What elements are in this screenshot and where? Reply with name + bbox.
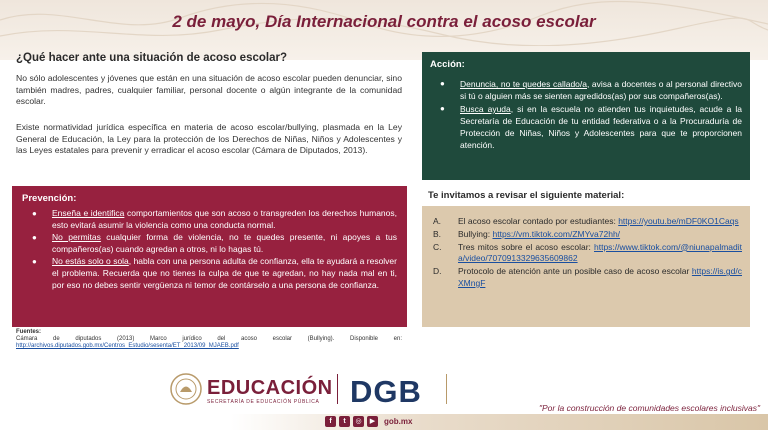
material-list <box>422 206 750 290</box>
item-letter: B. <box>433 228 442 239</box>
instagram-icon[interactable]: ◎ <box>353 416 364 427</box>
bullet-icon: ● <box>32 209 37 218</box>
material-box <box>422 186 750 327</box>
list-item <box>430 216 742 228</box>
prevention-box <box>12 186 407 327</box>
sep-seal-icon <box>170 373 202 405</box>
bullet-icon: ● <box>32 233 37 243</box>
prevention-title: Prevención: <box>22 193 77 204</box>
slogan-text: "Por la construcción de comunidades escolares inclusivas" <box>538 403 760 413</box>
list-item <box>22 232 397 255</box>
logo-divider-right <box>446 374 447 404</box>
material-title: Te invitamos a revisar el siguiente material: <box>422 186 750 206</box>
list-item <box>430 242 742 266</box>
dgb-logo <box>348 374 440 406</box>
material-item-text: Tres mitos sobre el acoso escolar: <box>458 241 594 252</box>
material-item-link[interactable]: https://www.tiktok.com/@niunapalmadita/video/7070913329635609862 <box>458 241 742 264</box>
prevention-item-text: , habla con una persona adulta de confianza, ella te ayudará a resolver el problema. Recuerda que no tienes la culpa de que te agredan, no hay nada mal en ti, por eso no debes sentir vergüenza ni temor de contárselo a una persona de confianza. <box>52 256 397 290</box>
material-item-text: El acoso escolar contado por estudiantes: <box>458 216 619 226</box>
bullet-icon: ● <box>32 257 37 267</box>
prevention-item-lead[interactable]: No permitas <box>52 232 101 243</box>
facebook-icon[interactable]: f <box>325 416 336 427</box>
action-item-text: , si en la escuela no atienden tus inquietudes, acude a la Secretaría de Educación de tu entidad federativa o a la Procuraduría de Protección de Niñas, Niños y Adolescentes para que te proporcionen atención. <box>460 104 742 150</box>
list-item <box>430 78 742 102</box>
action-item-lead[interactable]: Denuncia, no te quedes callado/a <box>460 79 587 89</box>
prevention-item-lead[interactable]: Enseña e identifica <box>52 208 125 218</box>
item-letter: A. <box>433 216 442 226</box>
action-box <box>422 52 750 180</box>
prevention-item-text: comportamientos que son acoso o transgreden los derechos humanos, esto evitará asumir la violencia como una conducta normal. <box>52 208 397 230</box>
bullet-icon: ● <box>440 104 445 113</box>
prevention-list <box>22 208 397 291</box>
twitter-icon[interactable]: t <box>339 416 350 427</box>
action-item-lead[interactable]: Busca ayuda <box>460 104 511 114</box>
sources-text: Cámara de diputados (2013) Marco jurídico del acoso escolar (Bullying). Disponible en: <box>16 336 402 342</box>
material-item-link[interactable]: https://vm.tiktok.com/ZMYva72hh/ <box>492 228 621 239</box>
sources-title: Fuentes: <box>16 329 42 335</box>
item-letter: C. <box>433 241 442 252</box>
logo-divider <box>337 374 338 404</box>
material-item-link[interactable]: https://is.gd/cXMngF <box>458 266 742 288</box>
bullet-icon: ● <box>440 79 445 88</box>
material-item-text: Protocolo de atención ante un posible caso de acoso escolar <box>458 266 692 277</box>
education-logo-text: EDUCACIÓN <box>207 377 333 399</box>
list-item <box>430 266 742 290</box>
intro-paragraph-1: No sólo adolescentes y jóvenes que están en una situación de acoso escolar pueden denunciar, sino también madres, padres, cualquier familiar, personal docente o algún integrante de la comunidad escolar. <box>16 73 402 107</box>
list-item <box>22 256 397 291</box>
youtube-icon[interactable]: ▶ <box>367 416 378 427</box>
list-item <box>22 208 397 231</box>
intro-paragraph-2: Existe normatividad jurídica específica en materia de acoso escolar/bullying, plasmada en la Ley General de Educación, la Ley para la protección de los Derechos de Niñas, Niños y Adolescentes y las Leyes estatales para prevenir y erradicar el acoso escolar (Cámara de Diputados, 2013). <box>16 122 402 156</box>
list-item <box>430 103 742 151</box>
sources-link[interactable]: http://archivos.diputados.gob.mx/Centros_Estudio/sesenta/ET_2013/09_MJAEB.pdf <box>16 343 239 349</box>
sources-note <box>16 329 402 350</box>
action-item-text: , avisa a docentes o al personal directivo si tú o alguien más se sienten agredidos(as) por sus compañeros(as). <box>460 79 742 101</box>
education-logo-subtitle: SECRETARÍA DE EDUCACIÓN PÚBLICA <box>207 399 320 405</box>
section-question-title: ¿Qué hacer ante una situación de acoso escolar? <box>16 52 287 64</box>
prevention-item-text: cualquier forma de violencia, no te quedes presente, ni apoyes a tus compañeros(as) cuando agredan a otros, ni lo hagas tú. <box>52 232 397 254</box>
prevention-item-lead[interactable]: No estás solo o sola <box>52 256 129 267</box>
social-links <box>325 416 412 427</box>
gobmx-link[interactable]: gob.mx <box>384 417 413 426</box>
action-list <box>430 78 742 151</box>
material-item-text: Bullying: <box>458 228 493 239</box>
item-letter: D. <box>433 266 442 277</box>
svg-text:DGB: DGB <box>350 374 422 406</box>
list-item <box>430 229 742 241</box>
action-title: Acción: <box>430 59 465 70</box>
page-title: 2 de mayo, Día Internacional contra el acoso escolar <box>172 12 596 31</box>
material-item-link[interactable]: https://youtu.be/mDF0KO1Caqs <box>618 216 739 226</box>
